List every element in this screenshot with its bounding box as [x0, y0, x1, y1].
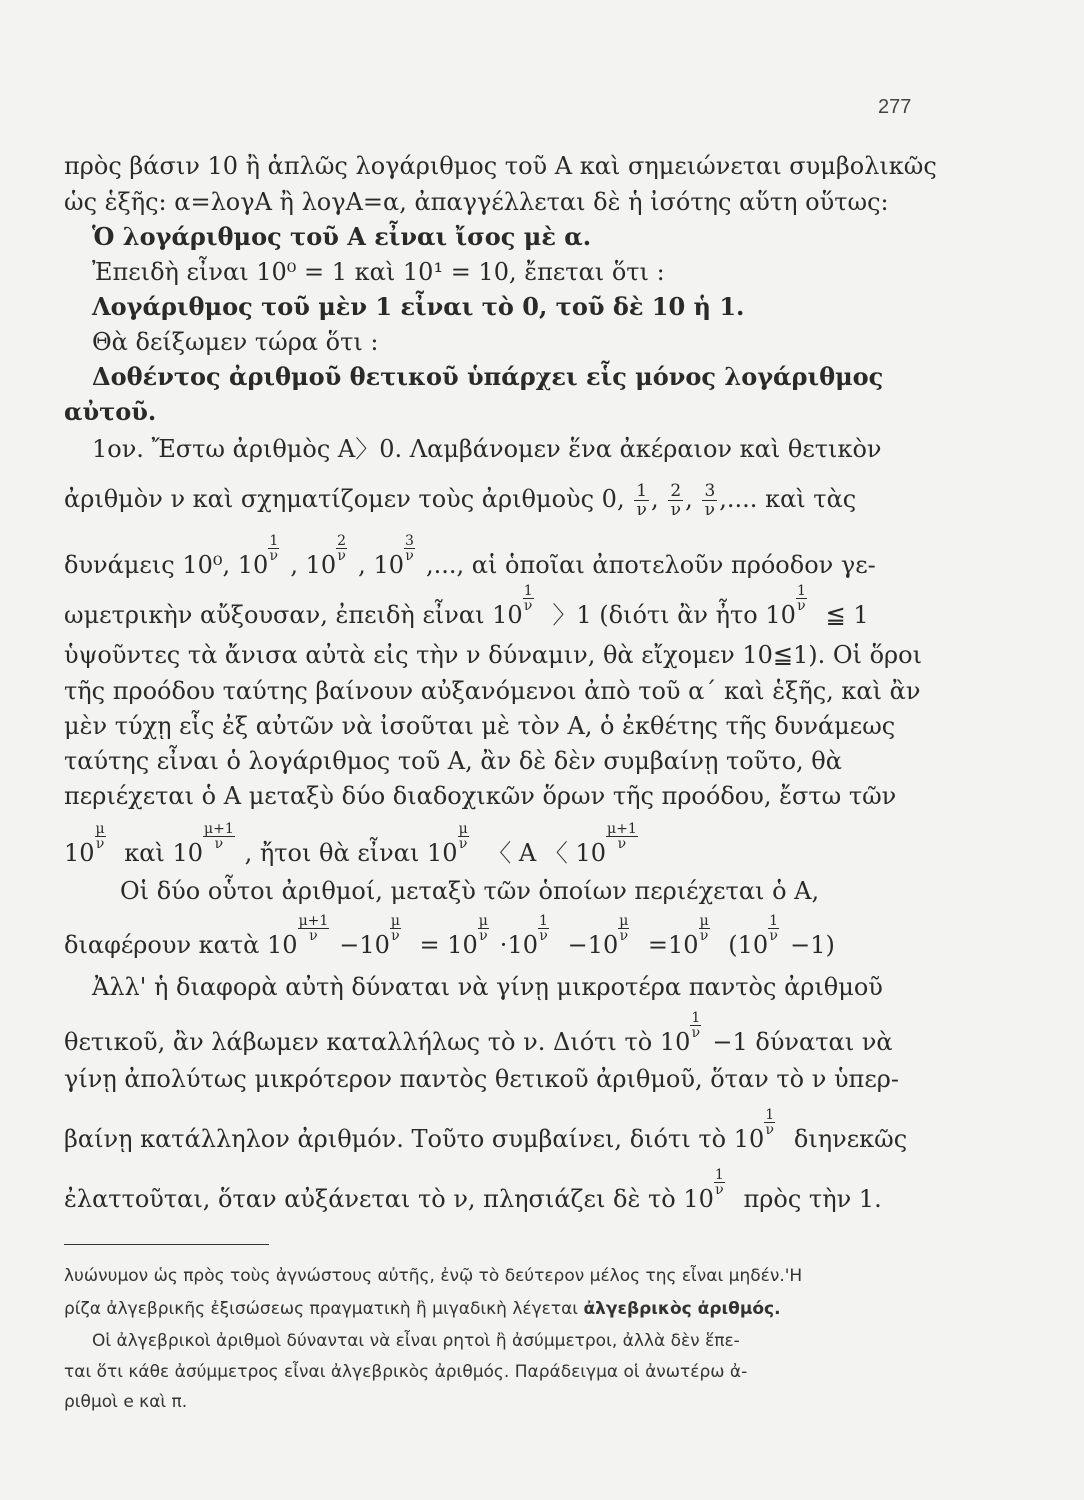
- text-line-18: 10 μ ν καὶ 10 μ+1 ν , ἤτοι θὰ εἶναι 10 μ ν 〈 Α 〈 10 μ+1 ν: [64, 821, 637, 867]
- text-line-6: Θὰ δείξωμεν τώρα ὅτι :: [92, 328, 379, 356]
- text-line-10: ἀριθμὸν ν καὶ σχηματίζομεν τοὺς ἀριθμοὺς 0, $\frac{1}{\nu}$ , $\frac{2}{\nu}$ , $\frac{3}{\nu}$ ,.... καὶ τὰς: [64, 481, 857, 520]
- footnote-line-3: Οἱ ἀλγεβρικοὶ ἀριθμοὶ δύνανται νὰ εἶναι ρητοὶ ἢ ἀσύμμετροι, ἀλλὰ δὲν ἕπε-: [92, 1331, 740, 1351]
- text-line-19: Οἱ δύο οὗτοι ἀριθμοί, μεταξὺ τῶν ὁποίων περιέχεται ὁ Α,: [120, 877, 820, 905]
- text-line-12: ωμετρικὴν αὔξουσαν, ἐπειδὴ εἶναι 10 1 ν 〉1 (διότι ἂν ἦτο 10 1 ν ≦ 1: [64, 583, 869, 629]
- definition-statement: Ὁ λογάριθμος τοῦ Α εἶναι ἴσος μὲ α.: [92, 222, 592, 251]
- text-line-20: διαφέρουν κατὰ 10 μ+1 ν −10 μ ν = 10 μ ν ·10 1 ν −10 μ ν =10 μ ν (10 1 ν −1): [64, 913, 835, 959]
- text-line-16: ταύτης εἶναι ὁ λογάριθμος τοῦ Α, ἂν δὲ δὲν συμβαίνῃ τοῦτο, θὰ: [64, 747, 842, 775]
- text-line-25: ἐλαττοῦται, ὅταν αὐξάνεται τὸ ν, πλησιάζει δὲ τὸ 10 1 ν πρὸς τὴν 1.: [64, 1167, 882, 1213]
- text-line-21: Ἀλλ' ἡ διαφορὰ αὐτὴ δύναται νὰ γίνῃ μικροτέρα παντὸς ἀριθμοῦ: [92, 973, 883, 1001]
- power-10-1-over-nu: 10 1 ν: [237, 533, 279, 579]
- text-line-2: ὡς ἑξῆς: α=λογΑ ἢ λογΑ=α, ἀπαγγέλλεται δὲ ἡ ἰσότης αὕτη οὕτως:: [64, 188, 889, 216]
- text-line-22: θετικοῦ, ἂν λάβωμεν καταλλήλως τὸ ν. Διότι τὸ 10 1 ν −1 δύναται νὰ: [64, 1010, 893, 1056]
- footnote-line-1: λυώνυμον ὡς πρὸς τοὺς ἀγνώστους αὐτῆς, ἐνῷ τὸ δεύτερον μέλος της εἶναι μηδέν.'Η: [64, 1266, 803, 1286]
- theorem-statement-end: αὐτοῦ.: [64, 397, 157, 426]
- fraction-1-over-nu: $\frac{1}{\nu}$: [636, 481, 648, 520]
- text-line-1: πρὸς βάσιν 10 ἢ ἁπλῶς λογάριθμος τοῦ Α καὶ σημειώνεται συμβολικῶς: [64, 152, 937, 180]
- footnote-line-2: ρίζα ἀλγεβρικῆς ἐξισώσεως πραγματικὴ ἢ μιγαδικὴ λέγεται ἀλγεβρικὸς ἀριθμός.: [64, 1299, 781, 1319]
- fraction-2-over-nu: $\frac{2}{\nu}$: [670, 481, 682, 520]
- text-line-17: περιέχεται ὁ Α μεταξὺ δύο διαδοχικῶν ὅρων τῆς προόδου, ἔστω τῶν: [64, 782, 897, 810]
- theorem-statement: Δοθέντος ἀριθμοῦ θετικοῦ ὑπάρχει εἷς μόνος λογάριθμος: [92, 362, 884, 391]
- text-line-14: τῆς προόδου ταύτης βαίνουν αὐξανόμενοι ἀπὸ τοῦ α΄ καὶ ἑξῆς, καὶ ἂν: [64, 677, 921, 705]
- footnote-line-5: ριθμοὶ e καὶ π.: [64, 1392, 188, 1412]
- text-line-13: ὑψοῦντες τὰ ἄνισα αὐτὰ εἰς τὴν ν δύναμιν, θὰ εἴχομεν 10≦1). Οἱ ὅροι: [64, 641, 923, 669]
- power-10-2-over-nu: 10 2 ν: [305, 533, 347, 579]
- text-line-24: βαίνῃ κατάλληλον ἀριθμόν. Τοῦτο συμβαίνει, διότι τὸ 10 1 ν διηνεκῶς: [64, 1107, 908, 1153]
- logarithm-values-statement: Λογάριθμος τοῦ μὲν 1 εἶναι τὸ 0, τοῦ δὲ 10 ἡ 1.: [92, 292, 745, 321]
- text-line-11: δυνάμεις 10⁰, 10 1 ν , 10 2 ν , 10 3 ν ,..., αἱ ὁποῖαι ἀποτελοῦν πρόοδον γε-: [64, 533, 876, 579]
- fraction-3-over-nu: $\frac{3}{\nu}$: [704, 481, 716, 520]
- text-line-23: γίνῃ ἀπολύτως μικρότερον παντὸς θετικοῦ ἀριθμοῦ, ὅταν τὸ ν ὑπερ-: [64, 1065, 899, 1093]
- text-line-4: Ἐπειδὴ εἶναι 10⁰ = 1 καὶ 10¹ = 10, ἔπεται ὅτι :: [92, 258, 665, 286]
- footnote-line-4: ται ὅτι κάθε ἀσύμμετρος εἶναι ἀλγεβρικὸς ἀριθμός. Παράδειγμα οἱ ἀνωτέρω ἀ-: [64, 1362, 748, 1382]
- power-10-3-over-nu: 10 3 ν: [373, 533, 414, 579]
- page-number: 277: [878, 96, 912, 118]
- text-line-9: 1ον. Ἔστω ἀριθμὸς Α〉0. Λαμβάνομεν ἕνα ἀκέραιον καὶ θετικὸν: [92, 435, 882, 463]
- text-line-15: μὲν τύχῃ εἷς ἐξ αὐτῶν νὰ ἰσοῦται μὲ τὸν Α, ὁ ἐκθέτης τῆς δυνάμεως: [64, 712, 896, 740]
- footnote-divider: [64, 1244, 269, 1245]
